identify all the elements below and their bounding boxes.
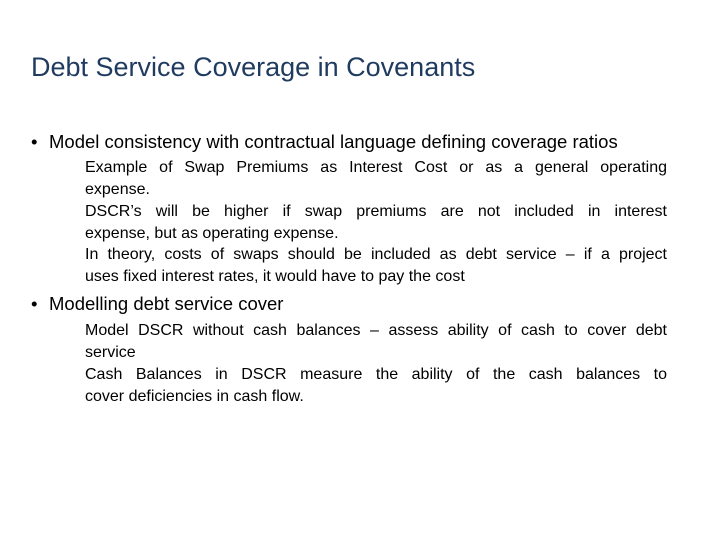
bullet-model-consistency: [31, 131, 618, 153]
sub-bullet-model-dscr: [68, 320, 667, 363]
sub-bullet-theory-costs: [68, 244, 667, 287]
sub-bullet-text: DSCR’s will be higher if swap premiums are not included in interest: [85, 203, 667, 220]
bullet-text: Modelling debt service cover: [49, 293, 284, 314]
sub-bullet-text-continued: cover deficiencies in cash flow.: [85, 387, 304, 405]
slide-title: Debt Service Coverage in Covenants: [31, 52, 476, 82]
bullet-dot: •: [31, 293, 38, 314]
sub-bullet-text: Cash Balances in DSCR measure the ability of the cash balances to: [85, 366, 667, 383]
sub-bullet-text: Model DSCR without cash balances – assess ability of cash to cover debt: [85, 322, 667, 339]
bullet-modelling-debt-service: [31, 293, 283, 315]
sub-bullet-text: Example of Swap Premiums as Interest Cost or as a general operating: [85, 159, 667, 176]
sub-bullet-swap-premiums: [68, 157, 667, 200]
sub-bullet-text: In theory, costs of swaps should be included as debt service – if a project: [85, 246, 667, 263]
sub-bullet-dscr-higher: [68, 201, 667, 244]
bullet-text: Model consistency with contractual language defining coverage ratios: [49, 131, 618, 152]
sub-bullet-text-continued: expense, but as operating expense.: [85, 224, 339, 242]
sub-bullet-text-continued: uses fixed interest rates, it would have to pay the cost: [85, 267, 465, 285]
sub-bullet-text-continued: service: [85, 343, 136, 361]
sub-bullet-cash-balances: [68, 364, 667, 407]
bullet-dot: •: [31, 131, 38, 152]
sub-bullet-text-continued: expense.: [85, 180, 150, 198]
